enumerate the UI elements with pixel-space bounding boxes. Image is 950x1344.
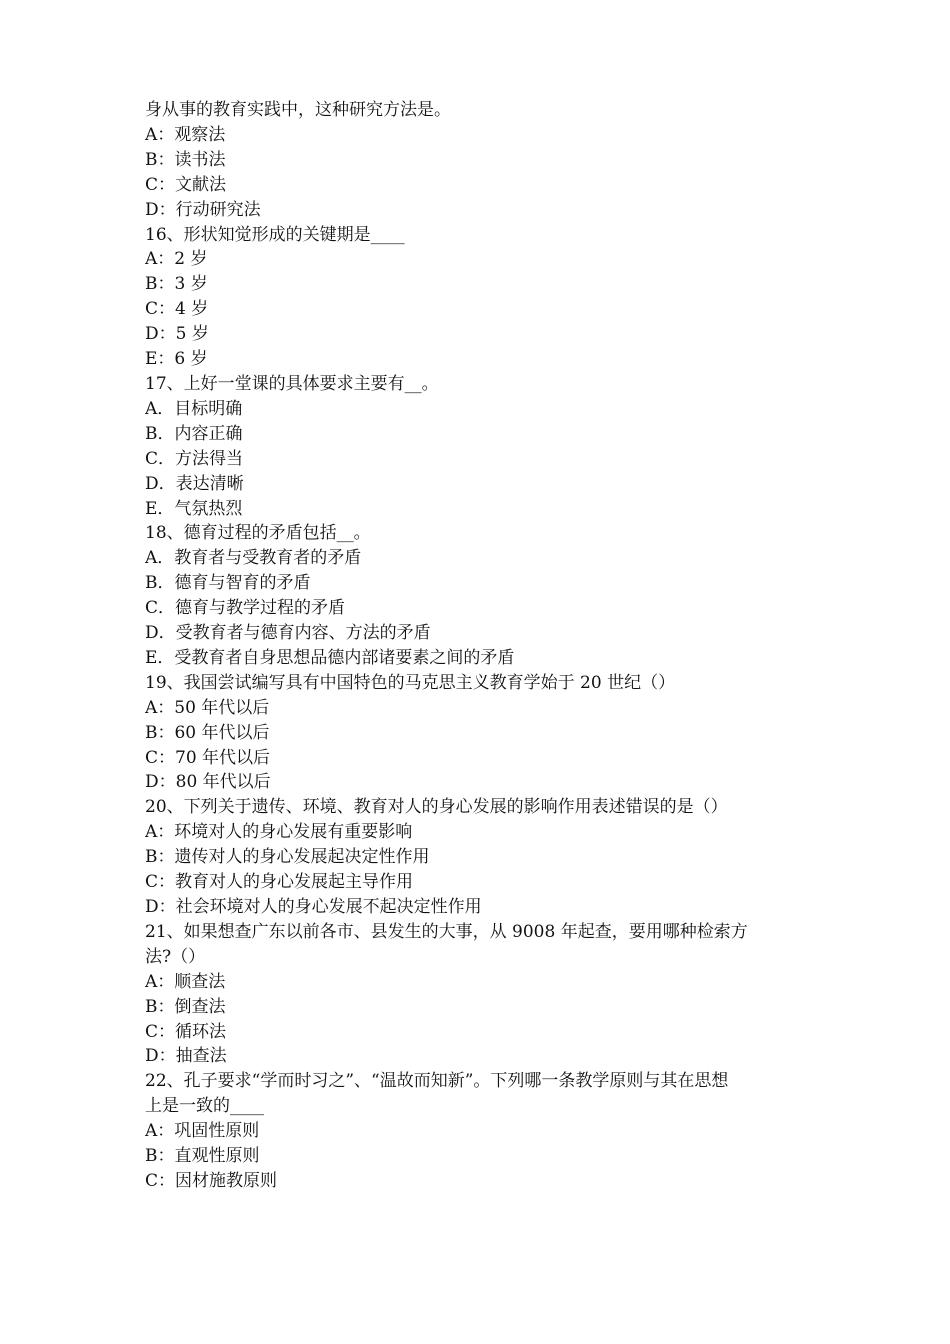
- text-line: B：3 岁: [145, 274, 208, 295]
- text-line: A：巩固性原则: [145, 1121, 260, 1142]
- text-line: D：行动研究法: [145, 199, 261, 220]
- text-line: 17、上好一堂课的具体要求主要有__。: [145, 373, 439, 394]
- text-line: A．目标明确: [145, 398, 243, 419]
- text-line: D：80 年代以后: [145, 772, 271, 793]
- text-line: B：读书法: [145, 149, 226, 170]
- text-line: C．方法得当: [145, 448, 244, 469]
- text-line: 法?（）: [145, 946, 206, 967]
- text-line: D：抽查法: [145, 1046, 227, 1067]
- text-line: B．德育与智育的矛盾: [145, 573, 311, 594]
- text-line: C：文献法: [145, 174, 227, 195]
- text-line: 上是一致的____: [145, 1096, 264, 1117]
- text-line: 22、孔子要求“学而时习之”、“温故而知新”。下列哪一条教学原则与其在思想: [145, 1071, 729, 1092]
- text-line: D．表达清晰: [145, 473, 244, 494]
- text-line: B．内容正确: [145, 423, 243, 444]
- text-line: A：2 岁: [145, 249, 208, 270]
- text-line: B：遗传对人的身心发展起决定性作用: [145, 847, 430, 868]
- text-line: 20、下列关于遗传、环境、教育对人的身心发展的影响作用表述错误的是（）: [145, 797, 728, 818]
- text-line: E．受教育者自身思想品德内部诸要素之间的矛盾: [145, 647, 515, 668]
- text-line: 18、德育过程的矛盾包括__。: [145, 523, 371, 544]
- text-line: 身从事的教育实践中，这种研究方法是。: [145, 100, 451, 120]
- text-line: C：循环法: [145, 1021, 227, 1042]
- text-line: D：社会环境对人的身心发展不起决定性作用: [145, 897, 482, 917]
- text-line: D：5 岁: [145, 324, 209, 345]
- text-line: 19、我国尝试编写具有中国特色的马克思主义教育学始于 20 世纪（）: [145, 672, 676, 693]
- text-line: 21、如果想查广东以前各市、县发生的大事，从 9008 年起查，要用哪种检索方: [145, 921, 748, 942]
- text-line: A：观察法: [145, 124, 226, 145]
- text-line: E．气氛热烈: [145, 498, 243, 519]
- text-line: E：6 岁: [145, 349, 208, 370]
- text-line: C：教育对人的身心发展起主导作用: [145, 872, 414, 893]
- text-line: B：直观性原则: [145, 1146, 260, 1167]
- text-line: C：4 岁: [145, 299, 209, 320]
- text-line: B：倒查法: [145, 996, 226, 1017]
- text-line: A：顺查法: [145, 971, 226, 992]
- text-line: A：50 年代以后: [145, 697, 270, 718]
- text-line: 16、形状知觉形成的关键期是____: [145, 224, 405, 245]
- text-line: D．受教育者与德育内容、方法的矛盾: [145, 623, 431, 644]
- text-line: C：因材施教原则: [145, 1170, 278, 1191]
- text-line: C：70 年代以后: [145, 747, 271, 768]
- text-line: A：环境对人的身心发展有重要影响: [145, 822, 413, 843]
- document-body: [145, 98, 815, 1194]
- text-line: B：60 年代以后: [145, 722, 270, 743]
- text-line: C．德育与教学过程的矛盾: [145, 598, 346, 619]
- text-line: A．教育者与受教育者的矛盾: [145, 548, 362, 569]
